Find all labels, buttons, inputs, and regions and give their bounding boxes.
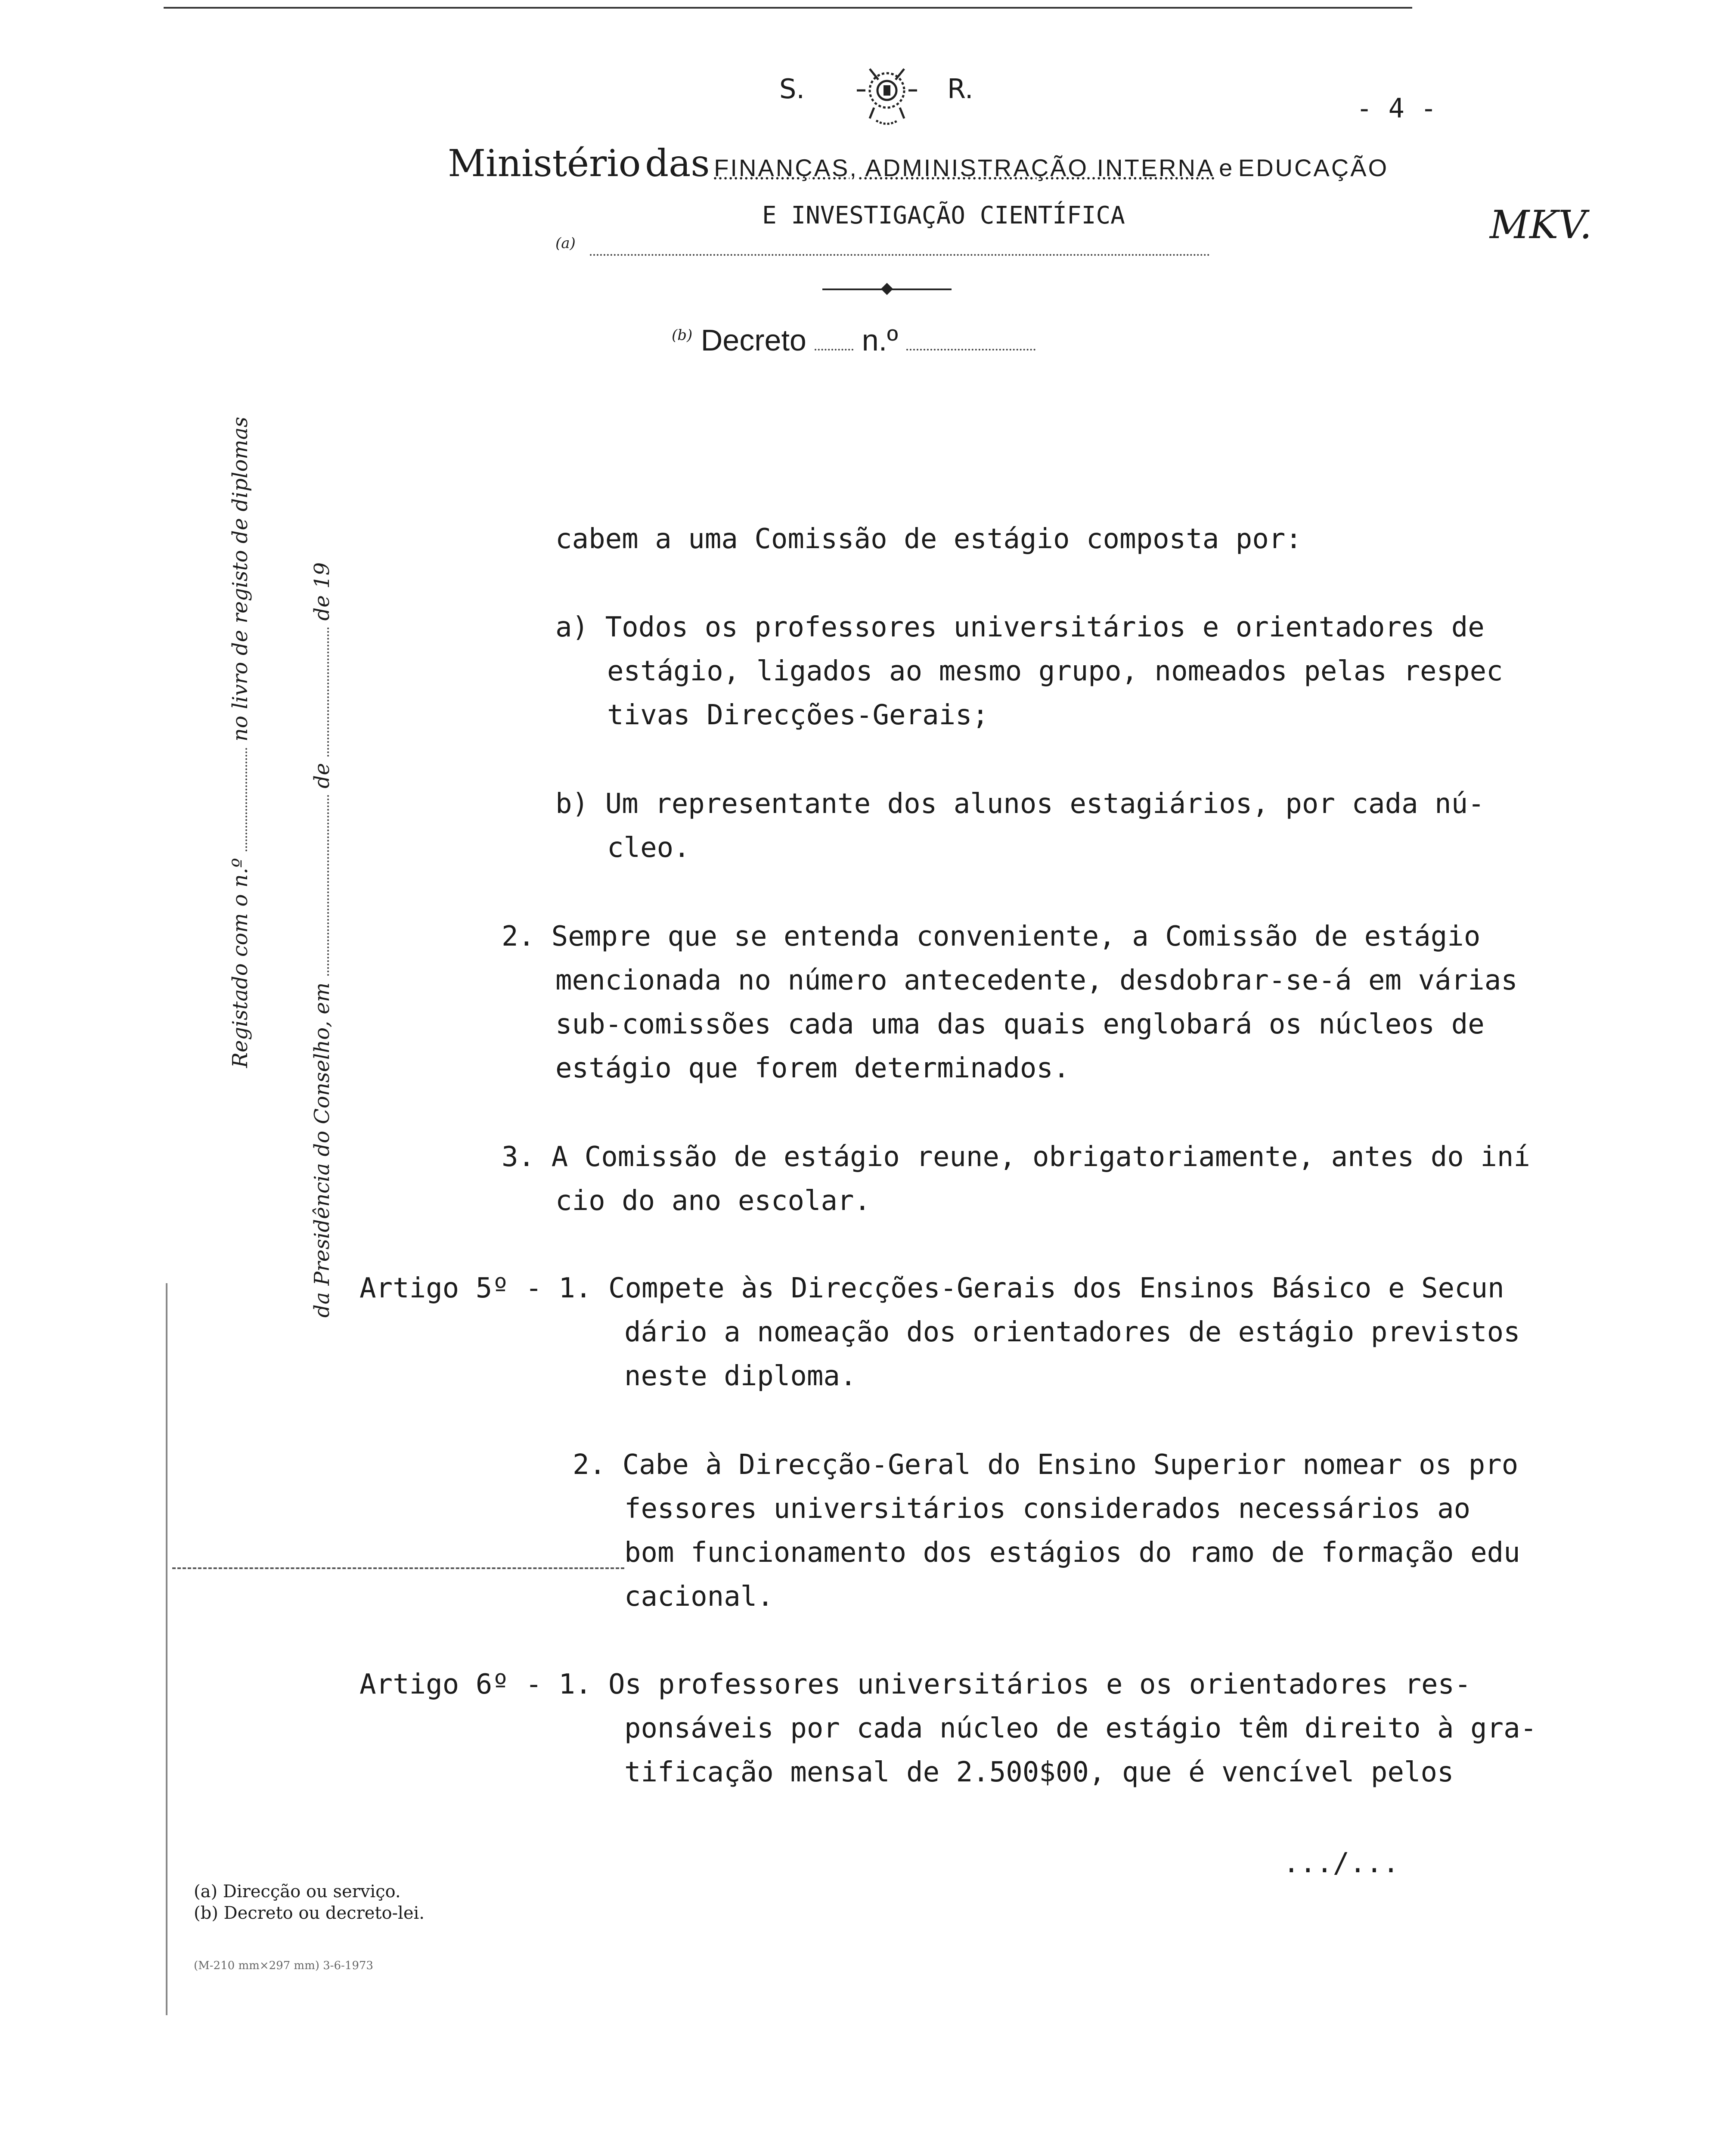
decree-word: Decreto — [701, 323, 806, 357]
text-line: tificação mensal de 2.500$00, que é vencível pelos — [624, 1756, 1454, 1788]
continuation-mark: .../... — [1283, 1847, 1399, 1879]
ministry-last: EDUCAÇÃO — [1238, 154, 1389, 181]
seal-letter-s: S. — [779, 73, 805, 105]
ministry-departments: FINANÇAS, ADMINISTRAÇÃO INTERNA — [714, 154, 1215, 181]
text-line: bom funcionamento dos estágios do ramo de formação edu — [624, 1537, 1520, 1569]
ministry-title — [448, 142, 1389, 185]
text-line: estágio que forem determinados. — [555, 1052, 1070, 1084]
top-border-line — [164, 7, 1412, 9]
handwritten-initials: MKV. — [1490, 202, 1592, 248]
decree-dots — [815, 345, 853, 351]
republic-seal — [779, 60, 1020, 125]
text-line: estágio, ligados ao mesmo grupo, nomeados pelas respec — [607, 655, 1503, 687]
page-number: - 4 - — [1356, 93, 1437, 124]
article-heading: Artigo 5º - 1. Compete às Direcções-Gerais dos Ensinos Básico e Secun — [360, 1272, 1504, 1304]
left-margin-rule — [166, 1283, 167, 2015]
text-line: cio do ano escolar. — [555, 1185, 871, 1217]
article-heading: Artigo 6º - 1. Os professores universitários e os orientadores res- — [360, 1669, 1471, 1700]
margin-dots — [325, 627, 329, 757]
text-line: a) Todos os professores universitários e orientadores de — [555, 611, 1485, 643]
margin-dots — [325, 795, 329, 976]
text-line: 2. Sempre que se entenda conveniente, a Comissão de estágio — [502, 921, 1481, 952]
footnote-b: (b) Decreto ou decreto-lei. — [194, 1903, 425, 1923]
decree-number-dots — [906, 345, 1035, 351]
ministry-and: e — [1219, 154, 1234, 181]
text-line: fessores universitários considerados necessários ao — [624, 1493, 1471, 1525]
margin-book-text: no livro de registo de diplomas — [228, 416, 252, 741]
fold-dash-line — [172, 1567, 624, 1569]
decree-label: (b) — [672, 326, 693, 344]
coat-of-arms-icon — [844, 60, 930, 129]
margin-council-text: da Presidência do Conselho, em — [310, 982, 334, 1318]
text-line: ponsáveis por cada núcleo de estágio têm direito à gra- — [624, 1712, 1537, 1744]
margin-de-text: de — [310, 763, 334, 789]
margin-dots — [243, 748, 247, 851]
text-line: sub-comissões cada uma das quais englobará os núcleos de — [555, 1008, 1485, 1040]
decree-line — [672, 323, 1035, 357]
margin-registration-line1 — [228, 417, 252, 1068]
text-line: tivas Direcções-Gerais; — [607, 699, 989, 731]
text-line: 2. Cabe à Direcção-Geral do Ensino Superior nomear os pro — [573, 1449, 1519, 1481]
text-line: mencionada no número antecedente, desdobrar-se-á em várias — [555, 965, 1518, 996]
text-line: dário a nomeação dos orientadores de estágio previstos — [624, 1316, 1520, 1348]
direction-label: (a) — [555, 235, 576, 252]
seal-letter-r: R. — [947, 73, 973, 105]
decree-number-label: n.º — [862, 323, 898, 357]
text-line: cacional. — [624, 1581, 774, 1613]
ministry-word: Ministério — [448, 142, 641, 185]
ministry-title-line2: E INVESTIGAÇÃO CIENTÍFICA — [762, 202, 1125, 230]
text-line: cleo. — [607, 832, 690, 864]
text-line: cabem a uma Comissão de estágio composta por: — [555, 523, 1302, 555]
margin-year-text: de 19 — [310, 562, 334, 621]
margin-registration-line2 — [310, 562, 334, 1318]
text-line: 3. A Comissão de estágio reune, obrigatoriamente, antes do iní — [502, 1141, 1530, 1173]
footnote-a: (a) Direcção ou serviço. — [194, 1882, 401, 1902]
ministry-connector: das — [645, 142, 710, 185]
direction-dotted-line — [590, 254, 1210, 256]
divider-diamond-icon — [881, 283, 893, 295]
text-line: neste diploma. — [624, 1360, 857, 1392]
margin-registered-text: Registado com o n.º — [228, 858, 252, 1068]
text-line: b) Um representante dos alunos estagiários, por cada nú- — [555, 788, 1485, 820]
print-code: (M-210 mm×297 mm) 3-6-1973 — [194, 1959, 373, 1972]
